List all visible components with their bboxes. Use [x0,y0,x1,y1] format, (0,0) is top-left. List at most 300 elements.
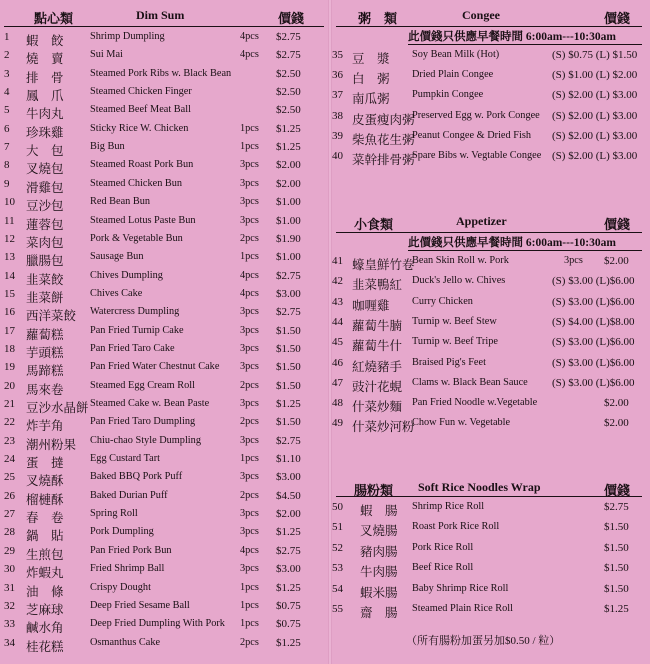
item-chinese-name: 齋 腸 [360,606,398,620]
item-price: (S) $3.00 (L)$6.00 [552,275,635,288]
item-chinese-name: 白 粥 [352,72,390,87]
congee-en-title: Congee [462,8,500,22]
item-price: (S) $2.00 (L) $3.00 [552,109,638,122]
item-price: $2.00 [276,159,301,172]
item-chinese-name: 韭菜餃 [26,272,64,287]
item-english-name: Chives Cake [90,287,143,299]
menu-item-row [332,560,650,578]
item-price: $1.25 [276,122,301,135]
item-number: 53 [332,562,343,575]
item-english-name: Spare Bibs w. Vegtable Congee [412,150,542,161]
congee-cn-title: 粥 類 [358,11,398,26]
dim-sum-price-title: 價錢 [278,11,305,26]
item-price: $1.50 [276,324,301,337]
rice-roll-header-rule [336,496,642,497]
item-number: 32 [4,599,15,612]
item-number: 43 [332,295,343,308]
item-quantity: 4pcs [240,287,259,299]
item-number: 35 [332,49,343,61]
item-quantity: 3pcs [240,342,259,354]
item-english-name: Chiu-chao Style Dumpling [90,434,201,446]
menu-item-row [0,29,328,47]
item-english-name: Deep Fried Sesame Ball [90,599,190,611]
item-chinese-name: 排 骨 [26,70,64,85]
item-price: $1.50 [604,562,629,575]
menu-item-row [332,601,650,619]
menu-item-row [0,488,328,506]
item-number: 54 [332,582,343,595]
menu-item-row [0,543,328,561]
item-price: $1.25 [276,398,301,410]
item-english-name: Deep Fried Dumpling With Pork [90,618,225,630]
menu-item-row [332,581,650,599]
item-price: $1.50 [604,521,629,534]
item-number: 3 [4,67,10,80]
item-number: 7 [4,141,10,154]
item-english-name: Osmanthus Cake [90,636,161,648]
item-quantity: 4pcs [240,31,259,42]
menu-item-row [0,47,328,65]
item-english-name: Sticky Rice W. Chicken [90,122,189,134]
congee-header-rule [336,26,642,27]
item-chinese-name: 鹹水角 [26,621,64,636]
item-english-name: Clams w. Black Bean Sauce [412,376,528,388]
dim-sum-header [0,4,328,26]
item-chinese-name: 紅燒豬手 [352,359,403,374]
menu-item-row [332,87,650,105]
item-quantity: 2pcs [240,489,259,501]
item-english-name: Baked Durian Puff [90,489,168,501]
item-quantity: 3pcs [240,324,259,336]
item-price: $1.25 [276,526,301,539]
item-number: 28 [4,526,15,539]
item-number: 34 [4,636,15,649]
item-number: 4 [4,86,10,99]
item-english-name: Baby Shrimp Rice Roll [412,582,509,594]
item-number: 29 [4,544,15,557]
item-number: 51 [332,521,343,534]
menu-item-row [332,47,650,65]
dim-sum-en-title: Dim Sum [136,8,185,22]
item-quantity: 2pcs [240,232,259,244]
item-chinese-name: 炸蝦丸 [26,566,64,581]
item-quantity: 4pcs [240,49,259,61]
menu-item-row [0,176,328,194]
rice-roll-en-title: Soft Rice Noodles Wrap [418,480,541,494]
item-price: $1.25 [276,581,301,594]
item-english-name: Turnip w. Beef Tripe [412,336,498,348]
item-chinese-name: 咖喱雞 [352,298,390,313]
menu-item-row [0,102,328,120]
item-english-name: Pan Fried Noodle w.Vegetable [412,397,538,409]
menu-item-row [332,128,650,146]
menu-item-row [0,414,328,432]
menu-item-row [0,286,328,304]
item-chinese-name: 什菜炒河粉 [352,420,415,435]
menu-item-row [0,598,328,616]
item-price: (S) $2.00 (L) $3.00 [552,150,638,162]
item-chinese-name: 炸芋角 [26,419,64,434]
menu-item-row [0,341,328,359]
menu-item-row [332,148,650,166]
item-quantity: 2pcs [240,379,259,391]
item-chinese-name: 鍋 貼 [26,529,64,544]
item-chinese-name: 蘿蔔牛腩 [352,318,403,333]
item-number: 11 [4,214,15,227]
item-price: (S) $2.00 (L) $3.00 [552,89,638,102]
menu-item-row [0,84,328,102]
item-price: $2.00 [604,417,629,430]
item-quantity: 3pcs [240,214,259,226]
rice-roll-cn-title: 腸粉類 [354,483,394,498]
item-quantity: 2pcs [240,636,259,648]
item-chinese-name: 南瓜粥 [352,92,390,107]
item-number: 38 [332,109,343,122]
congee-time-note: 此價錢只供應早餐時間 6:00am---10:30am [408,31,616,43]
appetizer-header [332,210,650,232]
item-number: 40 [332,150,343,162]
item-price: $3.00 [276,563,301,576]
item-english-name: Egg Custard Tart [90,453,161,465]
item-english-name: Chow Fun w. Vegetable [412,417,511,429]
item-quantity: 3pcs [240,159,259,171]
item-chinese-name: 豬肉腸 [360,544,398,559]
item-price: (S) $3.00 (L)$6.00 [552,336,635,349]
item-number: 46 [332,356,343,369]
menu-item-row [0,580,328,598]
item-english-name: Duck's Jello w. Chives [412,275,506,287]
item-number: 31 [4,581,15,594]
menu-item-row [332,253,650,271]
item-number: 15 [4,287,15,300]
item-quantity: 1pcs [240,141,259,153]
item-price: $1.00 [276,251,301,264]
item-english-name: Steamed Lotus Paste Bun [90,214,196,226]
item-english-name: Soy Bean Milk (Hot) [412,49,500,60]
item-chinese-name: 蝦 餃 [26,34,64,48]
item-english-name: Braised Pig's Feet [412,356,486,368]
menu-item-row [0,506,328,524]
item-chinese-name: 馬來卷 [26,382,64,397]
item-chinese-name: 韭菜餅 [26,290,64,305]
menu-item-row [0,213,328,231]
item-price: $0.75 [276,599,301,612]
item-number: 36 [332,69,343,82]
menu-item-row [0,323,328,341]
item-chinese-name: 豆 漿 [352,52,390,66]
dim-sum-cn-title: 點心類 [34,11,74,26]
item-english-name: Preserved Egg w. Pork Congee [412,109,540,121]
item-chinese-name: 蠔皇鮮竹卷 [352,258,415,272]
item-chinese-name: 春 卷 [26,511,64,526]
item-price: $1.25 [276,636,301,649]
item-price: $1.00 [276,214,301,227]
item-english-name: Pan Fried Turnip Cake [90,324,184,336]
item-chinese-name: 大 包 [26,144,64,159]
item-price: $4.50 [276,489,301,502]
item-quantity: 4pcs [240,269,259,281]
item-number: 42 [332,275,343,288]
item-english-name: Steamed Chicken Bun [90,177,183,189]
item-quantity: 3pcs [564,255,583,266]
item-quantity: 1pcs [240,122,259,134]
item-quantity: 3pcs [240,471,259,483]
congee-price-title: 價錢 [604,11,631,26]
item-chinese-name: 韭菜鴨紅 [352,278,403,293]
menu-item-row [0,194,328,212]
item-quantity: 3pcs [240,526,259,538]
rice-roll-footnote: （所有腸粉加蛋另加$0.50 / 粒） [406,635,561,647]
item-chinese-name: 叉燒酥 [26,474,64,489]
item-number: 14 [4,269,15,282]
item-price: (S) $3.00 (L)$6.00 [552,356,635,369]
item-chinese-name: 菜幹排骨粥 [352,153,415,167]
item-quantity: 1pcs [240,618,259,630]
item-number: 10 [4,196,15,209]
item-chinese-name: 滑雞包 [26,180,64,195]
dim-sum-header-rule [4,26,324,27]
item-quantity: 1pcs [240,453,259,465]
item-english-name: Steamed Egg Cream Roll [90,379,195,391]
item-number: 6 [4,122,10,135]
item-english-name: Chives Dumpling [90,269,163,281]
item-price: (S) $2.00 (L) $3.00 [552,129,638,142]
item-price: $2.75 [276,49,301,62]
item-price: $2.75 [276,31,301,43]
menu-item-row [0,157,328,175]
item-price: $1.50 [276,416,301,429]
menu-item-row [332,519,650,537]
item-english-name: Pork Rice Roll [412,541,474,553]
item-number: 20 [4,379,15,392]
item-number: 12 [4,232,15,245]
item-english-name: Steamed Plain Rice Roll [412,603,513,614]
item-price: $2.50 [276,104,301,117]
item-price: $2.75 [604,501,629,513]
item-chinese-name: 豆沙水晶餅 [26,401,89,415]
item-number: 21 [4,398,15,410]
item-english-name: Steamed Cake w. Bean Paste [90,398,210,409]
item-chinese-name: 油 條 [26,584,64,599]
item-number: 30 [4,563,15,576]
item-chinese-name: 鳳 爪 [26,89,64,104]
item-price: $1.10 [276,453,301,466]
item-quantity: 4pcs [240,544,259,556]
item-chinese-name: 豉汁花蜆 [352,379,403,394]
item-number: 5 [4,104,10,117]
item-number: 22 [4,416,15,429]
item-number: 17 [4,324,15,337]
item-price: $2.00 [276,177,301,190]
item-chinese-name: 蝦米腸 [360,585,398,600]
item-number: 49 [332,417,343,430]
item-chinese-name: 蓮蓉包 [26,217,64,232]
item-quantity: 3pcs [240,177,259,189]
menu-item-row [332,355,650,373]
item-english-name: Steamed Pork Ribs w. Black Bean [90,67,232,79]
item-chinese-name: 牛肉丸 [26,107,64,122]
menu-item-row [332,415,650,433]
item-price: $1.50 [276,342,301,355]
item-english-name: Pan Fried Taro Dumpling [90,416,196,428]
item-chinese-name: 菜肉包 [26,235,64,250]
item-chinese-name: 芋頭糕 [26,345,64,360]
item-english-name: Pan Fried Pork Bun [90,544,172,556]
item-quantity: 2pcs [240,416,259,428]
item-english-name: Dried Plain Congee [412,69,494,81]
menu-item-row [332,334,650,352]
menu-item-row [332,314,650,332]
item-chinese-name: 蛋 撻 [26,456,64,471]
item-number: 19 [4,361,15,374]
item-number: 44 [332,315,343,328]
rice-roll-header [332,476,650,498]
item-number: 33 [4,618,15,631]
item-quantity: 3pcs [240,508,259,520]
item-price: $1.50 [276,361,301,374]
menu-item-row [0,616,328,634]
item-number: 2 [4,49,10,62]
item-quantity: 3pcs [240,434,259,446]
menu-item-row [332,499,650,517]
item-quantity: 1pcs [240,581,259,593]
menu-item-row [0,451,328,469]
item-number: 25 [4,471,15,484]
item-number: 45 [332,336,343,349]
item-quantity: 3pcs [240,361,259,373]
item-number: 39 [332,129,343,142]
item-chinese-name: 蘿蔔牛什 [352,339,403,354]
item-quantity: 3pcs [240,196,259,208]
item-chinese-name: 蘿蔔糕 [26,327,64,342]
menu-item-row [0,268,328,286]
item-price: (S) $4.00 (L)$8.00 [552,315,635,328]
item-price: $1.25 [604,603,629,615]
menu-item-row [332,540,650,558]
item-number: 16 [4,306,15,319]
item-chinese-name: 牛肉腸 [360,565,398,580]
item-price: (S) $3.00 (L)$6.00 [552,376,635,389]
menu-item-row [332,294,650,312]
item-price: $2.50 [276,67,301,80]
item-chinese-name: 豆沙包 [26,199,64,214]
item-number: 1 [4,31,10,43]
menu-item-row [332,273,650,291]
item-chinese-name: 蝦 腸 [360,504,398,518]
item-number: 13 [4,251,15,264]
item-number: 8 [4,159,10,172]
menu-item-row [0,66,328,84]
appetizer-header-rule [336,232,642,233]
item-number: 27 [4,508,15,521]
item-quantity: 1pcs [240,251,259,263]
menu-item-row [332,108,650,126]
item-price: $1.50 [604,541,629,554]
item-english-name: Steamed Chicken Finger [90,86,192,98]
item-english-name: Crispy Dought [90,581,151,593]
item-price: (S) $3.00 (L)$6.00 [552,295,635,308]
item-number: 24 [4,453,15,466]
item-number: 52 [332,541,343,554]
item-quantity: 1pcs [240,599,259,611]
item-chinese-name: 生煎包 [26,547,64,562]
item-number: 26 [4,489,15,502]
item-english-name: Spring Roll [90,508,138,520]
item-chinese-name: 什菜炒麵 [352,400,403,415]
item-english-name: Baked BBQ Pork Puff [90,471,183,483]
item-price: (S) $1.00 (L) $2.00 [552,69,638,82]
appetizer-cn-title: 小食類 [354,217,394,232]
item-number: 23 [4,434,15,447]
menu-item-row [0,378,328,396]
item-number: 55 [332,603,343,615]
item-chinese-name: 皮蛋瘦肉粥 [352,112,415,127]
menu-item-row [0,561,328,579]
item-chinese-name: 臘腸包 [26,254,64,269]
item-english-name: Red Bean Bun [90,196,151,208]
menu-item-row [332,67,650,85]
appetizer-en-title: Appetizer [456,214,507,228]
item-chinese-name: 芝麻球 [26,602,64,617]
menu-item-row [0,524,328,542]
item-price: $3.00 [276,471,301,484]
item-number: 48 [332,397,343,410]
menu-item-row [0,635,328,653]
menu-item-row [0,249,328,267]
item-number: 47 [332,376,343,389]
item-chinese-name: 叉燒腸 [360,524,398,539]
item-number: 9 [4,177,10,190]
item-chinese-name: 馬蹄糕 [26,364,64,379]
right-column [332,0,650,664]
item-english-name: Big Bun [90,141,125,153]
menu-item-row [0,359,328,377]
item-price: $1.00 [276,196,301,209]
item-english-name: Steamed Beef Meat Ball [90,104,191,116]
item-english-name: Shrimp Dumpling [90,31,165,42]
item-english-name: Curry Chicken [412,295,473,307]
item-english-name: Peanut Congee & Dried Fish [412,129,531,141]
appetizer-price-title: 價錢 [604,217,631,232]
item-quantity: 3pcs [240,398,259,409]
congee-header [332,4,650,26]
menu-item-row [0,231,328,249]
item-chinese-name: 榴槤酥 [26,492,64,507]
item-english-name: Steamed Roast Pork Bun [90,159,194,171]
item-price: $2.75 [276,434,301,447]
item-english-name: Pork & Vegetable Bun [90,232,183,244]
menu-item-row [0,433,328,451]
item-price: $3.00 [276,287,301,300]
item-price: $1.90 [276,232,301,245]
item-price: $0.75 [276,618,301,631]
appetizer-note-rule [408,250,642,251]
item-price: $1.50 [276,379,301,392]
item-price: $2.00 [604,255,629,267]
item-price: $2.75 [276,306,301,319]
item-chinese-name: 柴魚花生粥 [352,132,415,147]
item-english-name: Pan Fried Taro Cake [90,342,175,354]
item-chinese-name: 潮州粉果 [26,437,77,452]
rice-roll-price-title: 價錢 [604,483,631,498]
item-price: $1.50 [604,582,629,595]
menu-item-row [332,375,650,393]
item-price: (S) $0.75 (L) $1.50 [552,49,638,61]
item-english-name: Sausage Bun [90,251,144,263]
item-english-name: Turnip w. Beef Stew [412,315,497,327]
item-chinese-name: 珍珠雞 [26,125,64,140]
item-price: $2.50 [276,86,301,99]
